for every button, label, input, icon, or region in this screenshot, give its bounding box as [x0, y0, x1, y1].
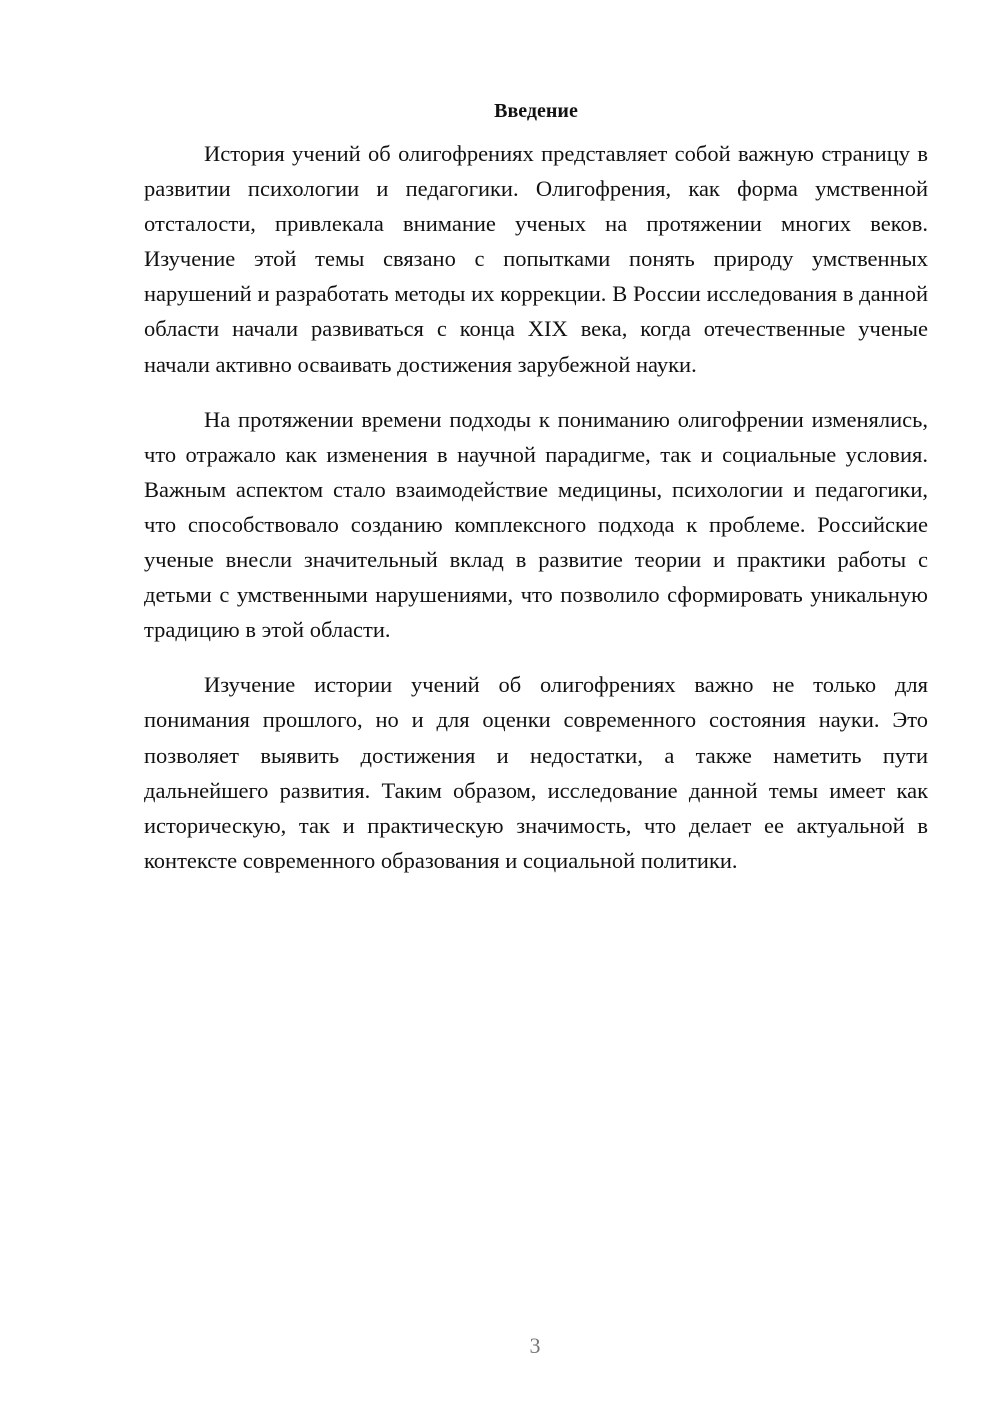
paragraph-2: На протяжении времени подходы к пониманию олигофрении изменялись, что отражало как изменения в научной парадигме, так и социальные условия. Важным аспектом стало взаимодействие медицины, психологии и педагогики, что способствовало созданию комплексного подхода к проблеме. Российские ученые внесли значительный вклад в развитие теории и практики работы с детьми с умственными нарушениями, что позволило сформировать уникальную традицию в этой области. [144, 406, 928, 643]
section-heading: Введение [494, 100, 578, 122]
paragraph-1: История учений об олигофрениях представляет собой важную страницу в развитии психологии и педагогики. Олигофрения, как форма умственной отсталости, привлекала внимание ученых на протяжении многих веков. Изучение этой темы связано с попытками понять природу умственных нарушений и разработать методы их коррекции. В России исследования в данной области начали развиваться с конца XIX века, когда отечественные ученые начали активно осваивать достижения зарубежной науки. [144, 141, 928, 377]
page-number: 3 [529, 1333, 541, 1358]
page-content [144, 96, 928, 898]
paragraph-3: Изучение истории учений об олигофрениях важно не только для понимания прошлого, но и для оценки современного состояния науки. Это позволяет выявить достижения и недостатки, а также наметить пути дальнейшего развития. Таким образом, исследование данной темы имеет как историческую, так и практическую значимость, что делает ее актуальной в контексте современного образования и социальной политики. [144, 672, 928, 873]
